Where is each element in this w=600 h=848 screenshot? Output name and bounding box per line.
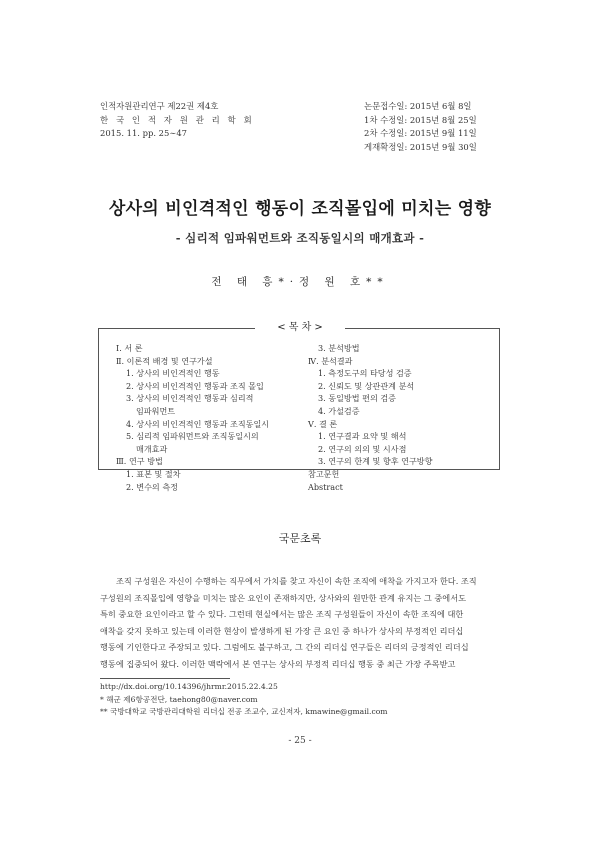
toc-right-column — [308, 342, 498, 493]
toc-entry: 2. 상사의 비인격적인 행동과 조직 몰입 — [126, 380, 264, 391]
journal-info — [100, 100, 310, 141]
doi-link[interactable]: http://dx.doi.org/10.14396/jhrmr.2015.22.4.25 — [100, 682, 278, 691]
paper-title: 상사의 비인격적인 행동이 조직몰입에 미치는 영향 — [108, 199, 492, 219]
page-number: - 25 - — [288, 736, 312, 746]
society-name: 한 국 인 적 자 원 관 리 학 회 — [100, 114, 255, 125]
abstract-line: 행동에 집중되어 왔다. 이러한 맥락에서 본 연구는 상사의 부정적 리더십 행동 중 최근 가장 주목받고 — [100, 658, 456, 669]
abstract-body — [100, 573, 504, 673]
toc-heading: < 목 차 > — [255, 322, 345, 334]
abstract-heading: 국문초록 — [278, 532, 322, 545]
abstract-line: 특히 중요한 요인이라고 할 수 있다. 그런데 현실에서는 많은 조직 구성원들이 자신이 속한 조직에 대한 — [100, 609, 464, 620]
toc-entry: 1. 측정도구의 타당성 검증 — [318, 368, 412, 379]
toc-entry: 3. 동일방법 편의 검증 — [318, 393, 396, 404]
abstract-line: 조직 구성원은 자신이 수행하는 직무에서 가치를 찾고 자신이 속한 조직에 애착을 가지고자 한다. 조직 — [116, 576, 477, 586]
toc-entry: 5. 심리적 임파워먼트와 조직동일시의 — [126, 431, 259, 442]
footnote-author-1: * 해군 제6항공전단, taehong80@naver.com — [100, 694, 258, 704]
toc-entry: 매개효과 — [136, 443, 168, 454]
toc-entry: Ⅲ. 연구 방법 — [116, 456, 163, 467]
date-received: 논문접수일: 2015년 6월 8일 — [364, 101, 472, 111]
date-accepted: 게재확정일: 2015년 9월 30일 — [364, 141, 477, 152]
toc-entry: 1. 상사의 비인격적인 행동 — [126, 368, 220, 379]
toc-entry: 3. 연구의 한계 및 향후 연구방향 — [318, 456, 433, 467]
toc-entry: 참고문헌 — [308, 468, 340, 479]
date-revised-1: 1차 수정일: 2015년 8월 25일 — [364, 114, 477, 125]
toc-entry: 2. 연구의 의의 및 시사점 — [318, 443, 407, 454]
abstract-line: 구성원의 조직몰입에 영향을 미치는 많은 요인이 존재하지만, 상사와의 원만한 관계 유지는 그 중에서도 — [100, 592, 467, 603]
toc-entry: Ⅳ. 분석결과 — [308, 355, 353, 366]
toc-entry: Ⅴ. 결 론 — [308, 418, 338, 429]
journal-name: 인적자원관리연구 제22권 제4호 — [100, 101, 219, 111]
author-names: 전 태 흥*·정 원 호** — [211, 276, 389, 288]
toc-entry: Ⅰ. 서 론 — [116, 343, 143, 353]
abstract-line: 애착을 갖지 못하고 있는데 이러한 현상이 발생하게 된 가장 큰 요인 중 하나가 상사의 부정적인 리더십 — [100, 625, 464, 636]
toc-entry: 3. 분석방법 — [318, 343, 360, 353]
paper-subtitle: - 심리적 임파워먼트와 조직동일시의 매개효과 - — [175, 231, 425, 245]
toc-entry: 3. 상사의 비인격적인 행동과 심리적 — [126, 393, 254, 404]
toc-entry: Ⅱ. 이론적 배경 및 연구가설 — [116, 355, 213, 366]
toc-entry: 4. 상사의 비인격적인 행동과 조직동일시 — [126, 418, 270, 429]
toc-entry: 2. 변수의 측정 — [126, 481, 178, 492]
toc-entry: 임파워먼트 — [136, 405, 176, 416]
toc-entry: Abstract — [308, 481, 343, 492]
toc-entry: 2. 신뢰도 및 상관관계 분석 — [318, 380, 415, 391]
abstract-line: 행동에 기인한다고 주장되고 있다. 그럼에도 불구하고, 그 간의 리더십 연구들은 리더의 긍정적인 리더십 — [100, 642, 469, 653]
toc-entry: 1. 표본 및 절차 — [126, 468, 181, 479]
footnote-divider — [100, 678, 230, 679]
toc-entry: 4. 가설검증 — [318, 405, 360, 416]
footnote-author-2: ** 국방대학교 국방관리대학원 리더십 전공 조교수, 교신저자, kmawine@gmail.com — [100, 707, 388, 717]
issue-info: 2015. 11. pp. 25∼47 — [100, 128, 187, 139]
footnotes — [100, 681, 504, 719]
toc-left-column — [116, 342, 306, 493]
date-revised-2: 2차 수정일: 2015년 9월 11일 — [364, 128, 477, 139]
submission-dates — [364, 100, 514, 154]
toc-entry: 1. 연구결과 요약 및 해석 — [318, 431, 407, 442]
